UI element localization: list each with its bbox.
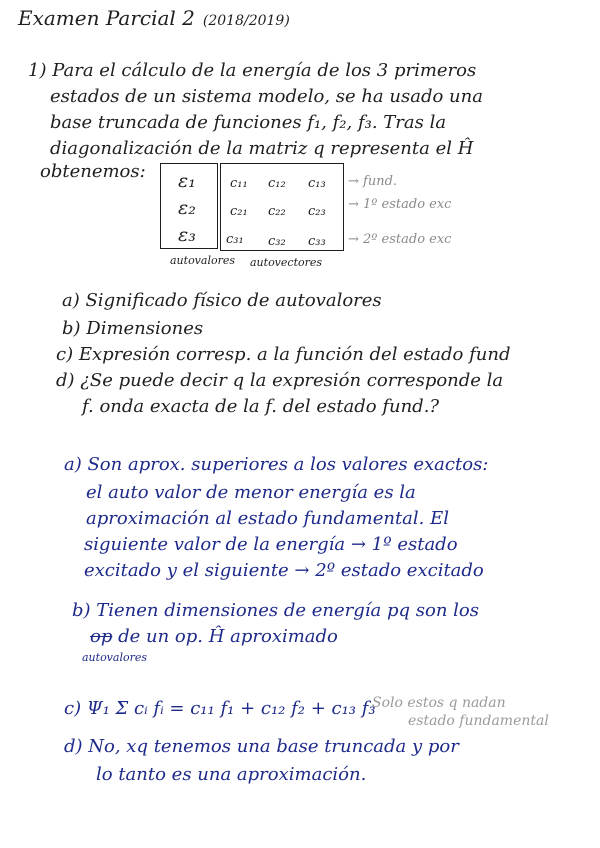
coef-c12: c₁₂ (268, 176, 286, 191)
answer-d-line-2: lo tanto es una aproximación. (96, 764, 367, 785)
eigenvalue-2: ε₂ (178, 197, 196, 219)
answer-a-line-2: el auto valor de menor energía es la (86, 482, 416, 503)
question-line-4: diagonalización de la matriz q representa el Ĥ (50, 138, 474, 159)
coef-c23: c₂₃ (308, 204, 326, 219)
answer-b-line-2 (90, 628, 338, 646)
coef-c32: c₃₂ (268, 234, 286, 249)
subquestion-d: d) ¿Se puede decir q la expresión corresponde la (56, 370, 504, 391)
answer-a-line-5: excitado y el siguiente → 2º estado excitado (84, 560, 484, 581)
note-second-excited: → 2º estado exc (348, 232, 452, 247)
answer-a-line-1: a) Son aprox. superiores a los valores exactos: (64, 454, 489, 475)
exam-year: (2018/2019) (202, 13, 290, 29)
note-fundamental: → fund. (348, 174, 398, 189)
exam-title (18, 8, 290, 28)
answer-b-line-2-text: de un op. Ĥ aproximado (118, 626, 338, 647)
answer-b-margin: autovalores (82, 651, 148, 664)
subquestion-b: b) Dimensiones (62, 318, 204, 339)
subquestion-c: c) Expresión corresp. a la función del estado fund (56, 344, 511, 365)
coef-c13: c₁₃ (308, 176, 326, 191)
question-line-5: obtenemos: (40, 161, 146, 182)
eigenvalue-1: ε₁ (178, 170, 196, 192)
answer-b-line-1: b) Tienen dimensiones de energía pq son los (72, 600, 479, 621)
subquestion-a: a) Significado físico de autovalores (62, 290, 382, 311)
note-first-excited: → 1º estado exc (348, 197, 452, 212)
label-eigenvalues: autovalores (170, 254, 236, 267)
question-line-2: estados de un sistema modelo, se ha usado una (50, 86, 483, 107)
coef-c21: c₂₁ (230, 204, 248, 219)
answer-c: c) Ψ₁ Σ cᵢ fᵢ = c₁₁ f₁ + c₁₂ f₂ + c₁₃ f₃ (64, 698, 376, 719)
exam-title-text: Examen Parcial 2 (18, 6, 195, 30)
coef-c31: c₃₁ (226, 232, 244, 247)
answer-c-note-1: Solo estos q nadan (372, 695, 506, 711)
answer-a-line-4: siguiente valor de la energía → 1º estado (84, 534, 458, 555)
label-eigenvectors: autovectores (250, 256, 323, 269)
answer-a-line-3: aproximación al estado fundamental. El (86, 508, 450, 529)
question-line-3: base truncada de funciones f₁, f₂, f₃. Tras la (50, 112, 447, 133)
coef-c33: c₃₃ (308, 234, 326, 249)
eigenvalue-3: ε₃ (178, 224, 196, 246)
answer-b-strikeout: op (90, 626, 113, 647)
coef-c22: c₂₂ (268, 204, 286, 219)
question-line-1: 1) Para el cálculo de la energía de los 3 primeros (28, 60, 477, 81)
subquestion-d-cont: f. onda exacta de la f. del estado fund.? (82, 396, 440, 417)
coef-c11: c₁₁ (230, 176, 248, 191)
answer-d-line-1: d) No, xq tenemos una base truncada y por (64, 736, 459, 757)
answer-c-note-2: estado fundamental (408, 713, 549, 729)
